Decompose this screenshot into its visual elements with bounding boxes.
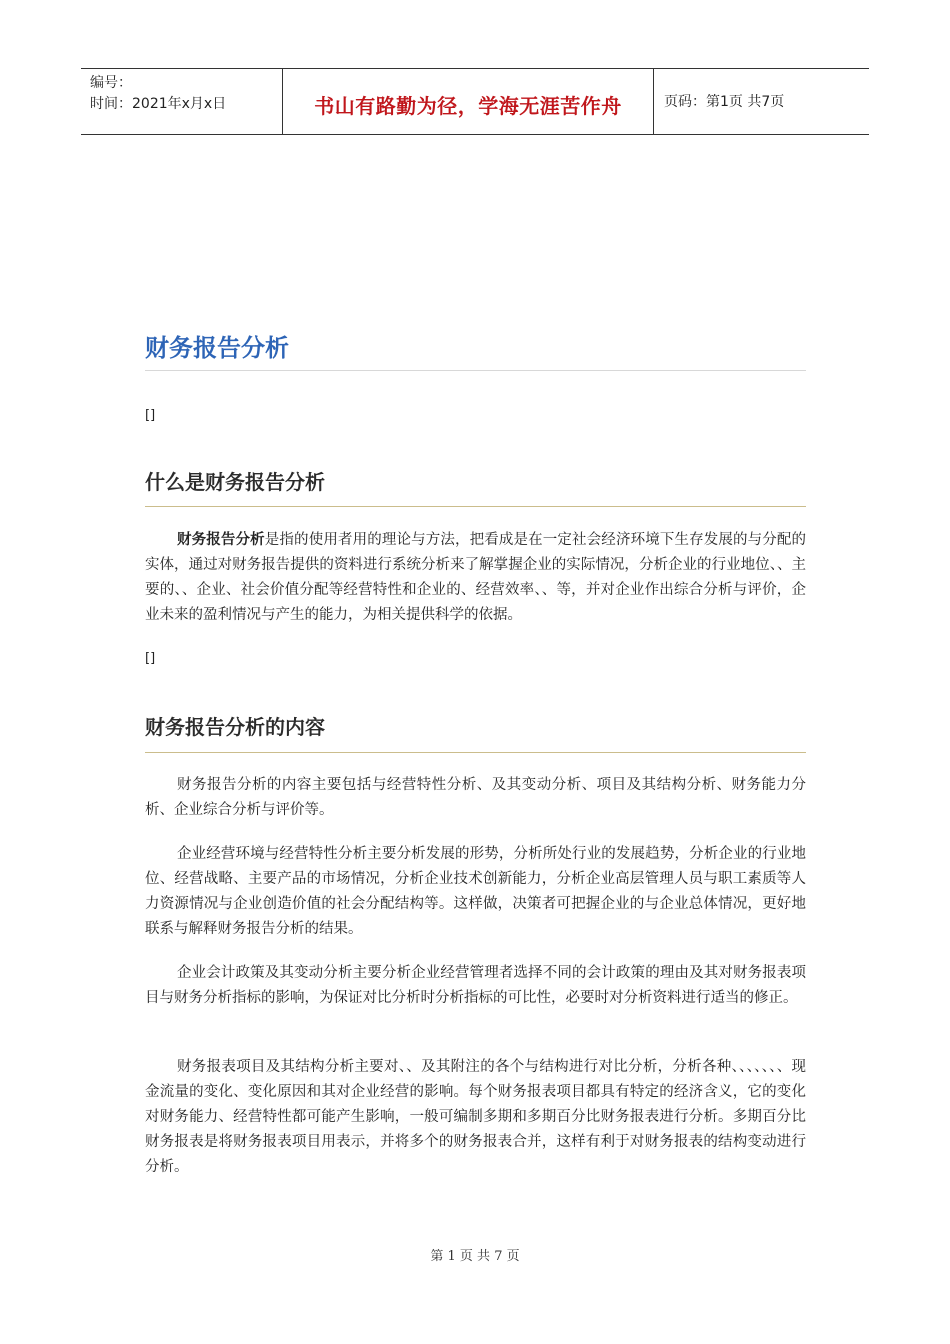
placeholder-mark: []	[145, 651, 156, 666]
time-label: 时间：2021年x月x日	[90, 96, 227, 112]
header-motto: 书山有路勤为径，学海无涯苦作舟	[282, 69, 654, 134]
section-heading: 财务报告分析的内容	[145, 715, 325, 739]
section-heading: 什么是财务报告分析	[145, 470, 325, 494]
paragraph	[145, 528, 806, 628]
paragraph: 企业经营环境与经营特性分析主要分析发展的形势，分析所处行业的发展趋势，分析企业的行业地位、经营战略、主要产品的市场情况，分析企业技术创新能力，分析企业高层管理人员与职工素质等人力资源情况与企业创造价值的社会分配结构等。这样做，决策者可把握企业的与企业总体情况，更好地联系与解释财务报告分析的结果。	[145, 846, 806, 937]
paragraph-bold-lead: 财务报告分析	[177, 532, 265, 548]
section-divider	[145, 752, 806, 753]
title-divider	[145, 370, 806, 371]
header-table	[81, 68, 869, 135]
placeholder-mark: []	[145, 408, 156, 423]
section-divider	[145, 506, 806, 507]
header-page-info: 页码：第1页 共7页	[664, 94, 785, 110]
paragraph-text: 是指的使用者用的理论与方法，把看成是在一定社会经济环境下生存发展的与分配的实体，通过对财务报告提供的资料进行系统分析来了解掌握企业的实际情况，分析企业的行业地位、、主要的、、企业、社会价值分配等经营特性和企业的、经营效率、、等，并对企业作出综合分析与评价，企业未来的盈利情况与产生的能力，为相关提供科学的依据。	[145, 532, 807, 623]
header-meta	[81, 69, 282, 134]
paragraph: 财务报表项目及其结构分析主要对、、及其附注的各个与结构进行对比分析，分析各种、、、、、、、现金流量的变化、变化原因和其对企业经营的影响。每个财务报表项目都具有特定的经济含义，它的变化对财务能力、经营特性都可能产生影响，一般可编制多期和多期百分比财务报表进行分析。多期百分比财务报表是将财务报表项目用表示，并将多个的财务报表合并，这样有利于对财务报表的结构变动进行分析。	[145, 1059, 806, 1175]
paragraph: 企业会计政策及其变动分析主要分析企业经营管理者选择不同的会计政策的理由及其对财务报表项目与财务分析指标的影响，为保证对比分析时分析指标的可比性，必要时对分析资料进行适当的修正。	[145, 965, 806, 1006]
page-footer: 第 1 页 共 7 页	[430, 1249, 520, 1264]
number-label: 编号：	[90, 75, 132, 91]
document-title: 财务报告分析	[145, 334, 289, 362]
paragraph: 财务报告分析的内容主要包括与经营特性分析、及其变动分析、项目及其结构分析、财务能力分析、企业综合分析与评价等。	[145, 777, 806, 818]
